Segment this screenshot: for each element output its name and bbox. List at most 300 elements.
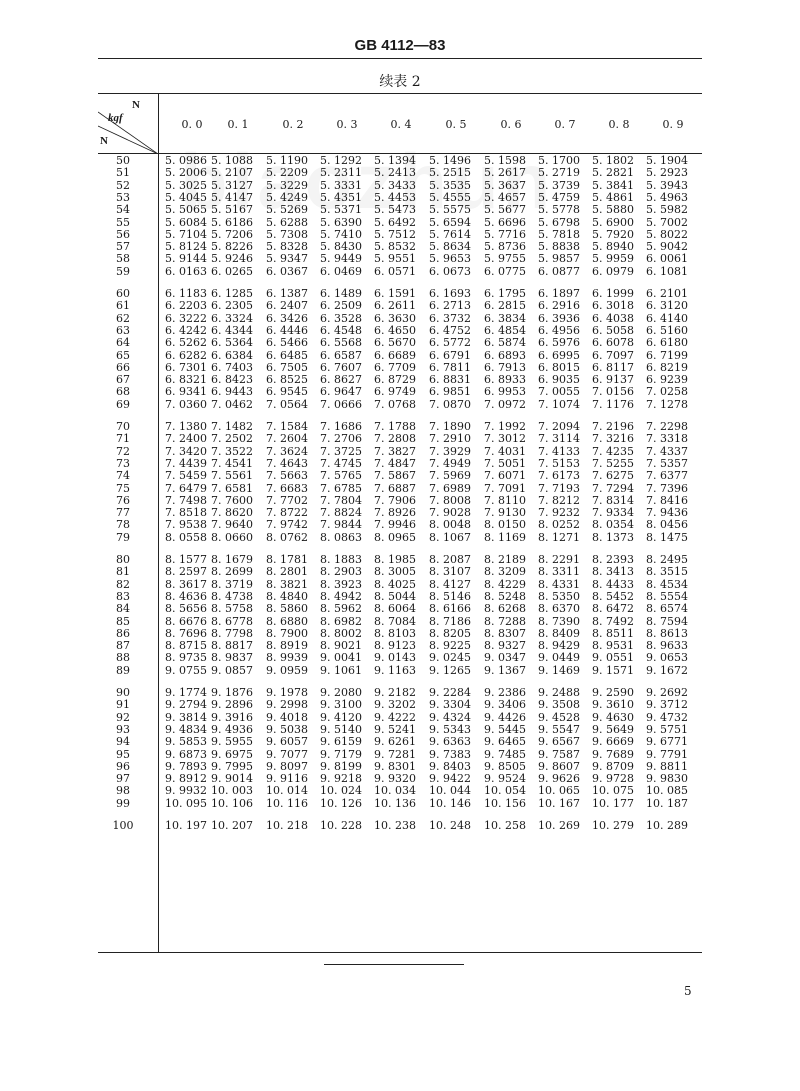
table-cell: 8. 5554 (646, 589, 688, 603)
row-label: 82 (116, 577, 130, 591)
table-cell: 7. 9130 (484, 506, 526, 520)
table-cell: 6. 0469 (320, 264, 362, 278)
table-cell: 8. 9429 (538, 639, 580, 653)
table-cell: 9. 7485 (484, 747, 526, 761)
table-cell: 6. 9341 (165, 385, 207, 399)
table-cell: 7. 7193 (538, 481, 580, 495)
column-header: 0. 6 (500, 118, 522, 131)
table-cell: 7. 4031 (484, 444, 526, 458)
table-cell: 7. 3827 (374, 444, 416, 458)
table-cell: 6. 5058 (592, 323, 634, 337)
table-cell: 7. 3725 (320, 444, 362, 458)
row-label: 86 (116, 626, 130, 640)
table-cell: 5. 6900 (592, 215, 634, 229)
table-cell: 9. 1469 (538, 663, 580, 677)
table-cell: 5. 6594 (429, 215, 471, 229)
table-cell: 9. 9116 (266, 772, 308, 786)
table-cell: 8. 0456 (646, 518, 688, 532)
table-cell: 7. 4235 (592, 444, 634, 458)
table-cell: 7. 4643 (266, 456, 308, 470)
table-cell: 7. 6785 (320, 481, 362, 495)
table-cell: 8. 7492 (592, 614, 634, 628)
row-label: 79 (116, 530, 130, 544)
table-cell: 8. 9837 (211, 651, 253, 665)
table-cell: 8. 4433 (592, 577, 634, 591)
table-cell: 9. 4018 (266, 710, 308, 724)
table-cell: 6. 6384 (211, 348, 253, 362)
table-cell: 7. 5867 (374, 469, 416, 483)
table-cell: 6. 3630 (374, 311, 416, 325)
table-cell: 6. 8321 (165, 373, 207, 387)
table-cell: 9. 6465 (484, 735, 526, 749)
table-cell: 5. 3739 (538, 178, 580, 192)
table-cell: 5. 3229 (266, 178, 308, 192)
table-cell: 9. 9830 (646, 772, 688, 786)
footer-rule (324, 964, 464, 965)
table-cell: 6. 3120 (646, 299, 688, 313)
table-cell: 5. 2006 (165, 166, 207, 180)
table-cell: 6. 6995 (538, 348, 580, 362)
table-cell: 7. 1176 (592, 397, 634, 411)
table-cell: 8. 6166 (429, 602, 471, 616)
table-cell: 5. 4045 (165, 190, 207, 204)
table-cell: 7. 8518 (165, 506, 207, 520)
table-cell: 10. 197 (165, 819, 207, 832)
corner-header-cell (98, 94, 158, 154)
row-label: 91 (116, 698, 130, 712)
table-cell: 8. 2189 (484, 553, 526, 566)
table-cell: 5. 8838 (538, 240, 580, 254)
table-cell: 9. 3916 (211, 710, 253, 724)
table-cell: 5. 8634 (429, 240, 471, 254)
table-cell: 7. 3114 (538, 432, 580, 446)
table-cell: 8. 0252 (538, 518, 580, 532)
table-cell: 5. 5677 (484, 203, 526, 217)
table-cell: 8. 7900 (266, 626, 308, 640)
column-header: 0. 3 (336, 118, 358, 131)
table-cell: 9. 2284 (429, 686, 471, 699)
table-cell: 7. 1074 (538, 397, 580, 411)
table-cell: 8. 8205 (429, 626, 471, 640)
table-cell: 7. 8722 (266, 506, 308, 520)
table-cell: 5. 7716 (484, 227, 526, 241)
table-cell: 7. 1890 (429, 420, 471, 433)
table-cell: 7. 4541 (211, 456, 253, 470)
table-cell: 5. 8124 (165, 240, 207, 254)
table-cell: 9. 5955 (211, 735, 253, 749)
table-cell: 7. 7804 (320, 493, 362, 507)
table-cell: 5. 9449 (320, 252, 362, 266)
row-label: 58 (116, 252, 130, 266)
table-cell: 6. 1795 (484, 287, 526, 300)
table-cell: 6. 1183 (165, 287, 207, 300)
table-cell: 10. 003 (211, 784, 253, 798)
table-cell: 5. 9347 (266, 252, 308, 266)
table-cell: 8. 8103 (374, 626, 416, 640)
table-cell: 9. 7791 (646, 747, 688, 761)
table-cell: 8. 0048 (429, 518, 471, 532)
table-cell: 8. 6880 (266, 614, 308, 628)
table-cell: 9. 0857 (211, 663, 253, 677)
table-cell: 7. 6479 (165, 481, 207, 495)
table-cell: 6. 0673 (429, 264, 471, 278)
row-label: 89 (116, 663, 130, 677)
table-cell: 8. 6574 (646, 602, 688, 616)
table-cell: 6. 7403 (211, 360, 253, 374)
table-cell: 9. 9218 (320, 772, 362, 786)
table-cell: 8. 0354 (592, 518, 634, 532)
row-label: 70 (116, 420, 130, 433)
table-cell: 10. 106 (211, 796, 253, 810)
table-cell: 7. 6071 (484, 469, 526, 483)
table-bottom-rule (98, 952, 702, 953)
table-cell: 7. 0258 (646, 385, 688, 399)
table-cell: 8. 4127 (429, 577, 471, 591)
table-cell: 6. 0163 (165, 264, 207, 278)
table-cell: 8. 1271 (538, 530, 580, 544)
table-cell: 7. 7498 (165, 493, 207, 507)
table-cell: 10. 289 (646, 819, 688, 832)
table-cell: 7. 6377 (646, 469, 688, 483)
table-cell: 6. 1387 (266, 287, 308, 300)
table-cell: 6. 8219 (646, 360, 688, 374)
row-label: 88 (116, 651, 130, 665)
table-cell: 9. 3712 (646, 698, 688, 712)
table-cell: 5. 6084 (165, 215, 207, 229)
table-cell: 6. 4854 (484, 323, 526, 337)
table-cell: 7. 4745 (320, 456, 362, 470)
table-cell: 7. 4949 (429, 456, 471, 470)
table-cell: 5. 4453 (374, 190, 416, 204)
table-cell: 5. 6798 (538, 215, 580, 229)
table-cell: 8. 3413 (592, 565, 634, 579)
table-cell: 5. 8940 (592, 240, 634, 254)
table-cell: 7. 0870 (429, 397, 471, 411)
row-label: 81 (116, 565, 130, 579)
table-cell: 9. 8607 (538, 759, 580, 773)
table-cell: 5. 2209 (266, 166, 308, 180)
table-cell: 5. 7410 (320, 227, 362, 241)
row-label: 83 (116, 589, 130, 603)
table-cell: 6. 5874 (484, 336, 526, 350)
table-cell: 9. 6159 (320, 735, 362, 749)
table-cell: 7. 1992 (484, 420, 526, 433)
table-cell: 7. 7294 (592, 481, 634, 495)
table-cell: 6. 0979 (592, 264, 634, 278)
table-cell: 7. 9538 (165, 518, 207, 532)
table-cell: 5. 2923 (646, 166, 688, 180)
table-cell: 5. 4351 (320, 190, 362, 204)
table-cell: 9. 8199 (320, 759, 362, 773)
table-cell: 9. 1571 (592, 663, 634, 677)
row-label: 66 (116, 360, 130, 374)
table-cell: 7. 0360 (165, 397, 207, 411)
table-cell: 7. 0768 (374, 397, 416, 411)
table-cell: 8. 9939 (266, 651, 308, 665)
row-label: 97 (116, 772, 130, 786)
standard-number: GB 4112—83 (354, 37, 446, 54)
row-label: 63 (116, 323, 130, 337)
row-label: 72 (116, 444, 130, 458)
table-cell: 5. 9246 (211, 252, 253, 266)
table-cell: 8. 6064 (374, 602, 416, 616)
table-cell: 6. 5568 (320, 336, 362, 350)
table-cell: 7. 5459 (165, 469, 207, 483)
table-cell: 9. 4426 (484, 710, 526, 724)
table-cell: 8. 2393 (592, 553, 634, 566)
row-label: 85 (116, 614, 130, 628)
table-cell: 6. 7913 (484, 360, 526, 374)
table-cell: 5. 1088 (211, 154, 253, 167)
table-cell: 8. 4942 (320, 589, 362, 603)
table-cell: 9. 0653 (646, 651, 688, 665)
table-cell: 7. 8926 (374, 506, 416, 520)
table-cell: 8. 5452 (592, 589, 634, 603)
table-cell: 8. 3209 (484, 565, 526, 579)
table-cell: 9. 3406 (484, 698, 526, 712)
table-cell: 8. 1679 (211, 553, 253, 566)
table-cell: 6. 3018 (592, 299, 634, 313)
table-cell: 5. 3433 (374, 178, 416, 192)
table-cell: 8. 3515 (646, 565, 688, 579)
table-cell: 6. 8117 (592, 360, 634, 374)
row-label: 53 (116, 190, 130, 204)
table-cell: 5. 8022 (646, 227, 688, 241)
table-cell: 8. 0150 (484, 518, 526, 532)
table-cell: 5. 9042 (646, 240, 688, 254)
table-cell: 8. 5146 (429, 589, 471, 603)
table-cell: 9. 7893 (165, 759, 207, 773)
table-cell: 9. 2488 (538, 686, 580, 699)
table-cell: 8. 9735 (165, 651, 207, 665)
table-cell: 9. 6669 (592, 735, 634, 749)
table-cell: 10. 024 (320, 784, 362, 798)
table-cell: 7. 5153 (538, 456, 580, 470)
table-cell: 5. 5065 (165, 203, 207, 217)
table-cell: 10. 187 (646, 796, 688, 810)
table-cell: 5. 5473 (374, 203, 416, 217)
table-cell: 6. 2203 (165, 299, 207, 313)
column-header: 0. 7 (554, 118, 576, 131)
table-cell: 6. 1081 (646, 264, 688, 278)
table-cell: 8. 8613 (646, 626, 688, 640)
table-cell: 9. 2896 (211, 698, 253, 712)
table-cell: 6. 3936 (538, 311, 580, 325)
row-label: 99 (116, 796, 130, 810)
corner-label-bottom: N (100, 135, 108, 147)
table-cell: 8. 5656 (165, 602, 207, 616)
table-cell: 8. 6472 (592, 602, 634, 616)
table-cell: 7. 0462 (211, 397, 253, 411)
table-cell: 6. 1591 (374, 287, 416, 300)
row-label: 61 (116, 299, 130, 313)
table-cell: 5. 3841 (592, 178, 634, 192)
row-label: 68 (116, 385, 130, 399)
table-cell: 6. 2509 (320, 299, 362, 313)
table-cell: 9. 1876 (211, 686, 253, 699)
table-cell: 9. 2590 (592, 686, 634, 699)
table-cell: 7. 5357 (646, 456, 688, 470)
table-cell: 5. 7818 (538, 227, 580, 241)
table-cell: 5. 1496 (429, 154, 471, 167)
table-cell: 10. 065 (538, 784, 580, 798)
row-label: 62 (116, 311, 130, 325)
table-cell: 5. 1904 (646, 154, 688, 167)
table-cell: 7. 8212 (538, 493, 580, 507)
row-label: 56 (116, 227, 130, 241)
table-cell: 5. 7512 (374, 227, 416, 241)
row-label: 57 (116, 240, 130, 254)
table-cell: 8. 3821 (266, 577, 308, 591)
table-cell: 6. 9137 (592, 373, 634, 387)
table-cell: 7. 9436 (646, 506, 688, 520)
table-cell: 6. 6587 (320, 348, 362, 362)
table-cell: 6. 6180 (646, 336, 688, 350)
table-cell: 5. 9653 (429, 252, 471, 266)
row-label: 76 (116, 493, 130, 507)
table-cell: 6. 9035 (538, 373, 580, 387)
corner-label-top: N (132, 99, 140, 111)
table-cell: 6. 0877 (538, 264, 580, 278)
table-cell: 9. 6873 (165, 747, 207, 761)
table-cell: 8. 6268 (484, 602, 526, 616)
row-label: 67 (116, 373, 130, 387)
row-label: 92 (116, 710, 130, 724)
table-cell: 9. 4528 (538, 710, 580, 724)
table-cell: 9. 8097 (266, 759, 308, 773)
table-cell: 7. 2094 (538, 420, 580, 433)
row-label: 69 (116, 397, 130, 411)
column-header: 0. 0 (181, 118, 203, 131)
table-cell: 6. 4446 (266, 323, 308, 337)
table-cell: 5. 5982 (646, 203, 688, 217)
table-cell: 10. 207 (211, 819, 253, 832)
table-cell: 6. 2305 (211, 299, 253, 313)
table-cell: 5. 2311 (320, 166, 362, 180)
row-label: 77 (116, 506, 130, 520)
table-cell: 8. 4025 (374, 577, 416, 591)
table-cell: 5. 1190 (266, 154, 308, 167)
table-cell: 8. 4229 (484, 577, 526, 591)
table-cell: 8. 4331 (538, 577, 580, 591)
table-cell: 9. 6567 (538, 735, 580, 749)
page-number: 5 (684, 984, 692, 998)
table-cell: 7. 2298 (646, 420, 688, 433)
table-cell: 7. 7702 (266, 493, 308, 507)
table-cell: 7. 0055 (538, 385, 580, 399)
table-cell: 9. 8912 (165, 772, 207, 786)
table-cell: 8. 7186 (429, 614, 471, 628)
table-cell: 6. 9851 (429, 385, 471, 399)
table-cell: 8. 2903 (320, 565, 362, 579)
table-cell: 8. 6676 (165, 614, 207, 628)
table-cell: 5. 3331 (320, 178, 362, 192)
table-cell: 10. 279 (592, 819, 634, 832)
table-cell: 8. 9633 (646, 639, 688, 653)
table-cell: 6. 8423 (211, 373, 253, 387)
table-cell: 9. 3508 (538, 698, 580, 712)
row-label: 50 (116, 154, 130, 167)
table-cell: 8. 2495 (646, 553, 688, 566)
table-cell: 5. 7002 (646, 215, 688, 229)
row-label: 51 (116, 166, 130, 180)
table-cell: 10. 258 (484, 819, 526, 832)
table-cell: 8. 7288 (484, 614, 526, 628)
row-label: 84 (116, 602, 130, 616)
table-cell: 7. 7600 (211, 493, 253, 507)
table-cell: 9. 0551 (592, 651, 634, 665)
row-label: 75 (116, 481, 130, 495)
table-cell: 7. 0666 (320, 397, 362, 411)
table-cell: 7. 4337 (646, 444, 688, 458)
table-cell: 8. 4738 (211, 589, 253, 603)
table-cell: 9. 5751 (646, 722, 688, 736)
row-label: 87 (116, 639, 130, 653)
table-cell: 6. 3732 (429, 311, 471, 325)
table-cell: 7. 2196 (592, 420, 634, 433)
table-cell: 10. 095 (165, 796, 207, 810)
table-cell: 8. 9123 (374, 639, 416, 653)
table-cell: 9. 4834 (165, 722, 207, 736)
table-cell: 6. 5364 (211, 336, 253, 350)
table-cell: 5. 6288 (266, 215, 308, 229)
table-cell: 9. 2080 (320, 686, 362, 699)
table-cell: 7. 9334 (592, 506, 634, 520)
row-label: 73 (116, 456, 130, 470)
table-cell: 7. 5561 (211, 469, 253, 483)
table-cell: 10. 126 (320, 796, 362, 810)
table-cell: 7. 9946 (374, 518, 416, 532)
table-cell: 8. 1373 (592, 530, 634, 544)
table-cell: 9. 4120 (320, 710, 362, 724)
table-subtitle: 续表 2 (379, 74, 421, 90)
table-cell: 9. 1978 (266, 686, 308, 699)
table-cell: 7. 0156 (592, 385, 634, 399)
table-cell: 6. 0367 (266, 264, 308, 278)
table-cell: 6. 8831 (429, 373, 471, 387)
table-cell: 8. 1475 (646, 530, 688, 544)
table-cell: 10. 014 (266, 784, 308, 798)
table-cell: 5. 1394 (374, 154, 416, 167)
table-cell: 9. 7689 (592, 747, 634, 761)
table-cell: 9. 0755 (165, 663, 207, 677)
table-cell: 6. 8525 (266, 373, 308, 387)
table-cell: 6. 7505 (266, 360, 308, 374)
table-cell: 7. 7091 (484, 481, 526, 495)
table-cell: 7. 2604 (266, 432, 308, 446)
table-cell: 6. 3426 (266, 311, 308, 325)
table-cell: 9. 7077 (266, 747, 308, 761)
table-cell: 9. 2386 (484, 686, 526, 699)
table-cell: 8. 4534 (646, 577, 688, 591)
table-cell: 6. 0775 (484, 264, 526, 278)
table-cell: 9. 0143 (374, 651, 416, 665)
table-cell: 7. 7396 (646, 481, 688, 495)
table-cell: 9. 2182 (374, 686, 416, 699)
table-cell: 7. 3929 (429, 444, 471, 458)
table-cell: 9. 4324 (429, 710, 471, 724)
table-cell: 6. 3324 (211, 311, 253, 325)
row-label: 71 (116, 432, 130, 446)
table-cell: 7. 6581 (211, 481, 253, 495)
table-cell: 5. 9144 (165, 252, 207, 266)
table-cell: 7. 1278 (646, 397, 688, 411)
table-cell: 9. 9932 (165, 784, 207, 798)
table-cell: 7. 5765 (320, 469, 362, 483)
table-cell: 9. 0449 (538, 651, 580, 665)
table-cell: 6. 9239 (646, 373, 688, 387)
table-cell: 7. 6887 (374, 481, 416, 495)
